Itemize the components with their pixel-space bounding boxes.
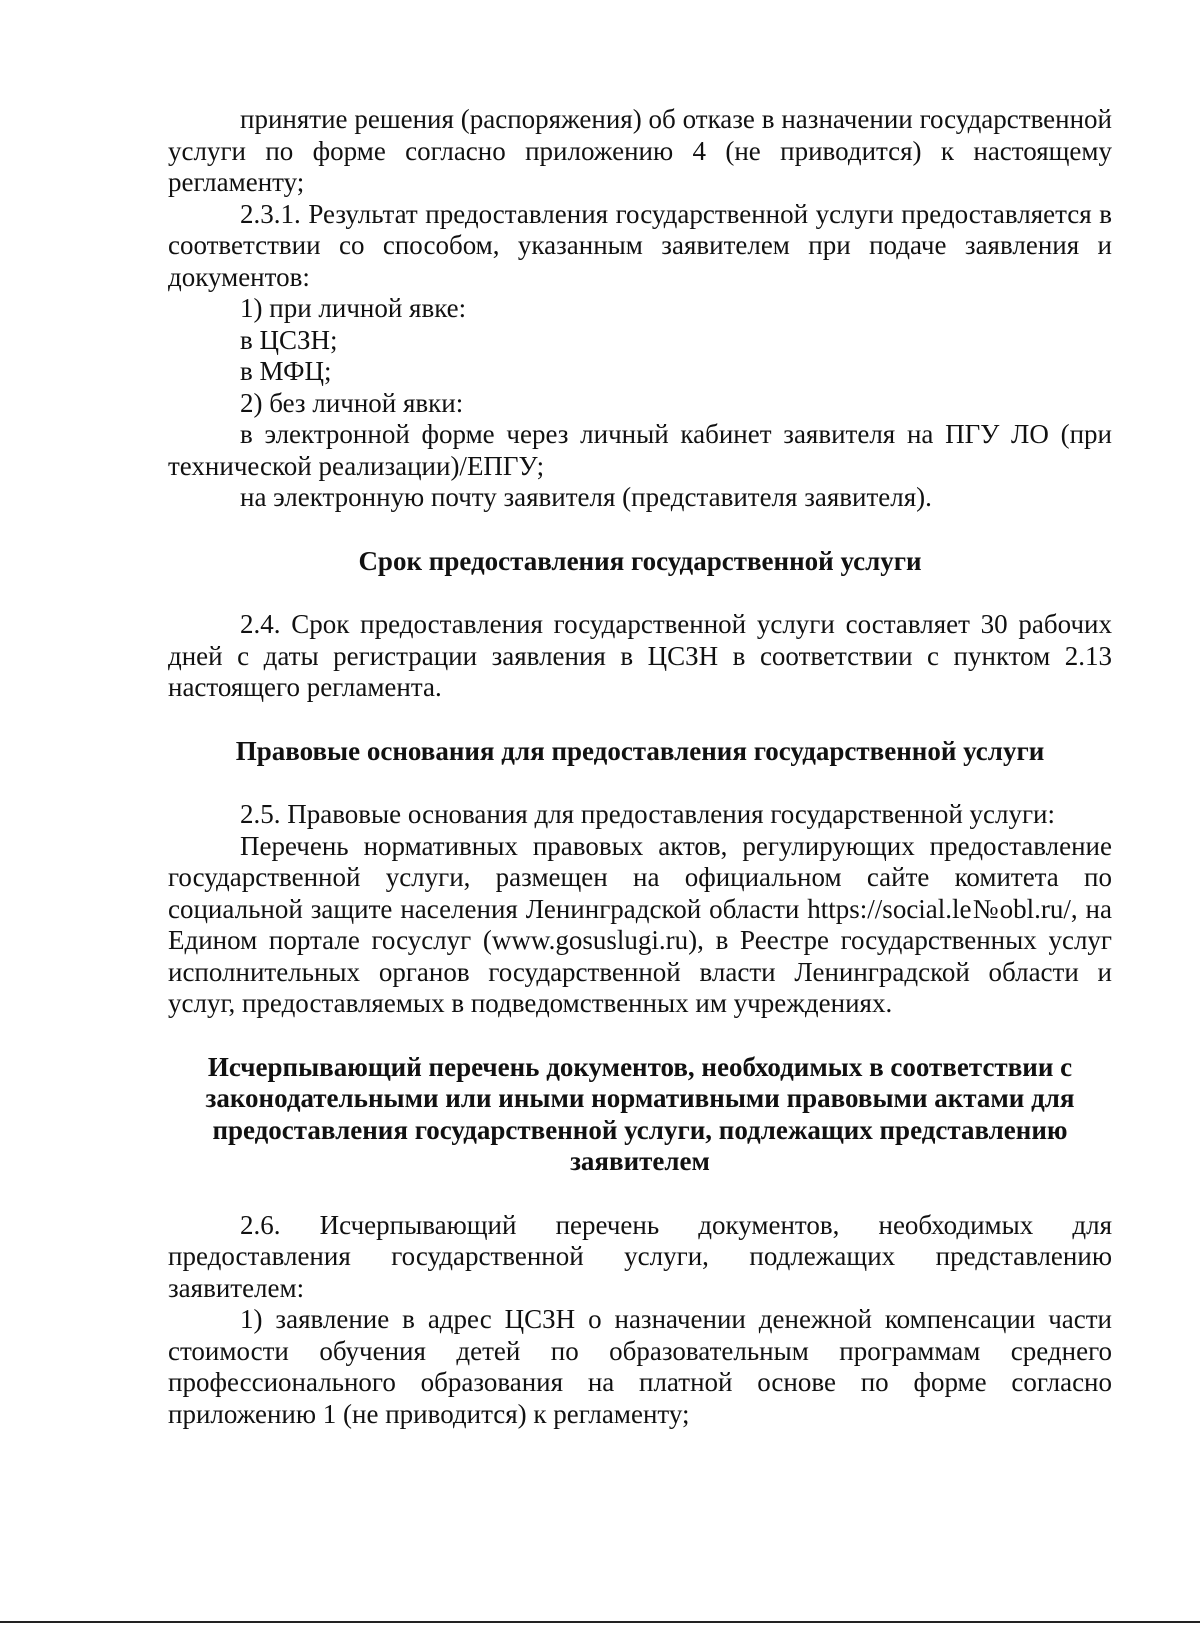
list-item-remote: 2) без личной явки:: [240, 387, 464, 418]
paragraph-2-6: 2.6. Исчерпывающий перечень документов, необходимых для предоставления государственной услуги, подлежащих представлению заявителем:: [168, 1209, 1112, 1303]
page-bottom-edge: [0, 1621, 1200, 1623]
heading-documents-list: Исчерпывающий перечень документов, необходимых в соответствии с законодательными или иными нормативными правовыми актами для предоставления государственной услуги, подлежащих представлению заявителем: [205, 1051, 1075, 1176]
paragraph-2-5: 2.5. Правовые основания для предоставления государственной услуги:: [240, 799, 1056, 829]
list-item-electronic: в электронной форме через личный кабинет заявителя на ПГУ ЛО (при технической реализации)/ЕПГУ;: [168, 419, 1112, 481]
list-item-mfc: в МФЦ;: [240, 356, 332, 386]
list-item-cszn: в ЦСЗН;: [240, 324, 338, 355]
heading-legal-grounds: Правовые основания для предоставления государственной услуги: [235, 735, 1045, 766]
paragraph-legal-acts-list: Перечень нормативных правовых актов, регулирующих предоставление государственной услуги, размещен на официальном сайте комитета по социальной защите населения Ленинградской области https://social.le№obl.ru/, на Едином портале госуслуг (www.gosuslugi.ru), в Реестре государственных услуг исполнительных органов государственной власти Ленинградской области и услуг, предоставляемых в подведомственных им учреждениях.: [168, 830, 1112, 1018]
paragraph-2-3-1: 2.3.1. Результат предоставления государственной услуги предоставляется в соответствии со способом, указанным заявителем при подаче заявления и документов:: [168, 198, 1112, 292]
paragraph-2-4: 2.4. Срок предоставления государственной услуги составляет 30 рабочих дней с даты регистрации заявления в ЦСЗН в соответствии с пунктом 2.13 настоящего регламента.: [168, 609, 1112, 702]
heading-service-term: Срок предоставления государственной услуги: [358, 545, 922, 576]
list-item-email: на электронную почту заявителя (представителя заявителя).: [240, 482, 932, 512]
list-item-in-person: 1) при личной явке:: [240, 293, 467, 323]
document-page: [168, 104, 1112, 1430]
paragraph-application: 1) заявление в адрес ЦСЗН о назначении денежной компенсации части стоимости обучения детей по образовательным программам среднего профессионального образования на платной основе по форме согласно приложению 1 (не приводится) к регламенту;: [168, 1304, 1112, 1429]
paragraph-refusal-decision: принятие решения (распоряжения) об отказе в назначении государственной услуги по форме согласно приложению 4 (не приводится) к настоящему регламенту;: [168, 104, 1112, 197]
